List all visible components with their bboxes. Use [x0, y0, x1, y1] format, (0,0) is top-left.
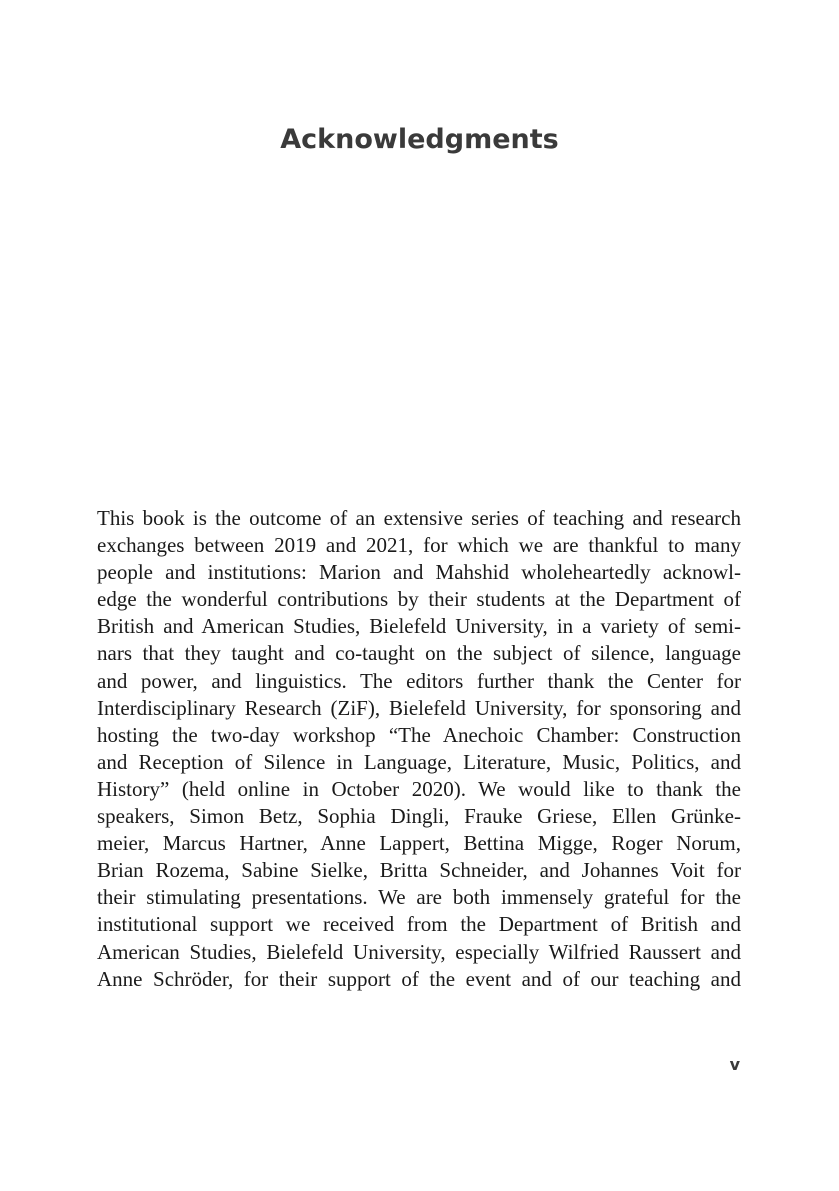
paragraph-line: nars that they taught and co-taught on the subject of silence, language	[97, 641, 741, 666]
page-title: Acknowledgments	[280, 124, 559, 155]
page-number: v	[729, 1055, 740, 1074]
paragraph-line: people and institutions: Marion and Mahshid wholeheartedly acknowl-	[97, 560, 741, 585]
paragraph-line: institutional support we received from the Department of British and	[97, 912, 741, 937]
paragraph-line: British and American Studies, Bielefeld University, in a variety of semi-	[97, 614, 741, 639]
paragraph-line: History” (held online in October 2020). We would like to thank the	[97, 776, 741, 801]
paragraph-line: Brian Rozema, Sabine Sielke, Britta Schneider, and Johannes Voit for	[97, 858, 741, 883]
paragraph-line: edge the wonderful contributions by their students at the Department of	[97, 587, 741, 612]
paragraph-line: This book is the outcome of an extensive series of teaching and research	[97, 506, 741, 530]
paragraph-line: and Reception of Silence in Language, Literature, Music, Politics, and	[97, 749, 741, 774]
paragraph-line: speakers, Simon Betz, Sophia Dingli, Frauke Griese, Ellen Grünke-	[97, 804, 741, 829]
paragraph-line: meier, Marcus Hartner, Anne Lappert, Bettina Migge, Roger Norum,	[97, 831, 741, 856]
paragraph-line: American Studies, Bielefeld University, especially Wilfried Raussert and	[97, 939, 741, 964]
paragraph-line: Interdisciplinary Research (ZiF), Bielefeld University, for sponsoring and	[97, 695, 741, 720]
acknowledgments-paragraph	[97, 505, 741, 993]
paragraph-line: and power, and linguistics. The editors further thank the Center for	[97, 668, 741, 693]
paragraph-line: Anne Schröder, for their support of the event and of our teaching and	[97, 966, 741, 991]
paragraph-line: their stimulating presentations. We are both immensely grateful for the	[97, 885, 741, 910]
paragraph-line: exchanges between 2019 and 2021, for which we are thankful to many	[97, 533, 741, 558]
paragraph-line: hosting the two-day workshop “The Anechoic Chamber: Construction	[97, 722, 741, 747]
